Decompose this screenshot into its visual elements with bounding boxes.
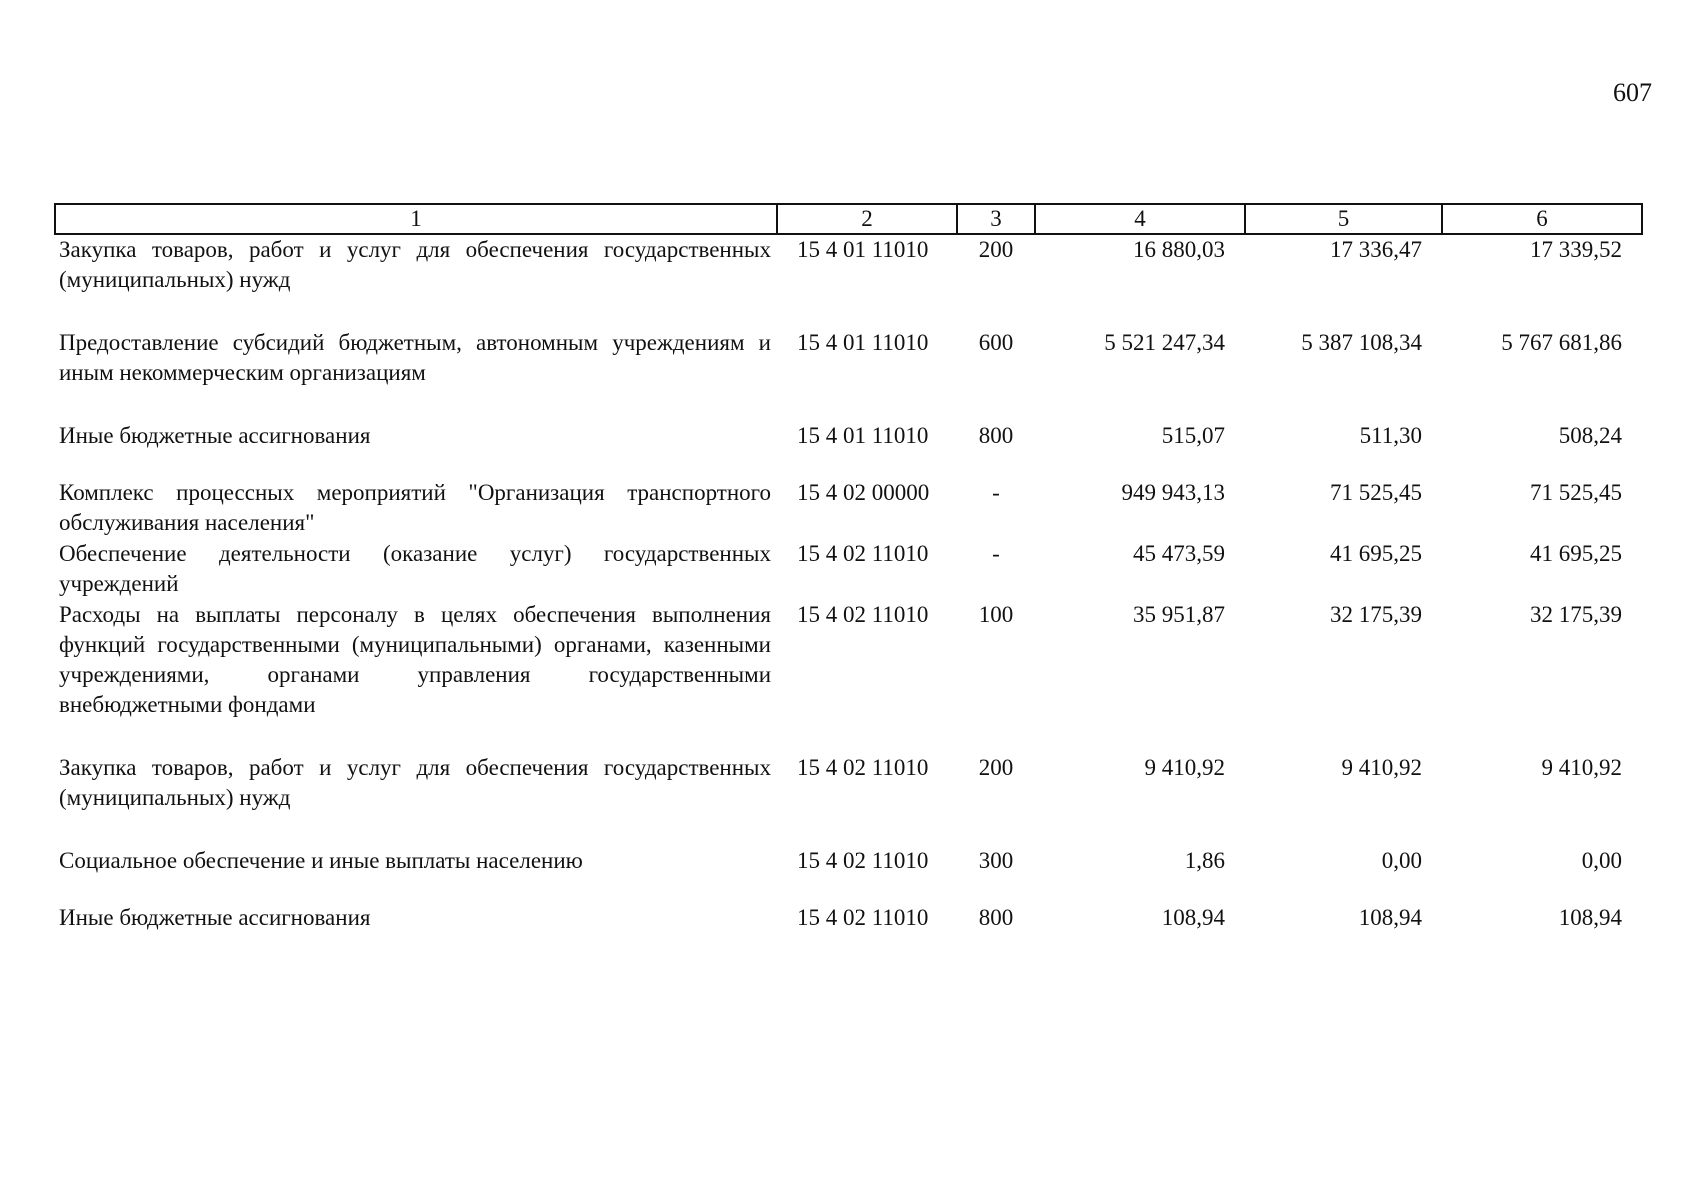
row-value-4: 515,07 [1161, 423, 1225, 448]
table-row [55, 903, 1642, 933]
row-value-6: 0,00 [1581, 848, 1622, 873]
table-row [55, 328, 1642, 421]
row-name: Комплекс процессных мероприятий "Организация транспортного обслуживания населения" [59, 480, 771, 535]
row-code: 15 4 02 00000 [797, 480, 930, 505]
row-value-6: 108,94 [1558, 905, 1622, 930]
column-header-3: 3 [957, 204, 1035, 234]
page-number: 607 [1613, 78, 1652, 107]
row-value-5: 17 336,47 [1330, 237, 1422, 262]
budget-table [54, 203, 1643, 933]
row-value-6: 32 175,39 [1530, 602, 1622, 627]
table-row [55, 539, 1642, 600]
row-code: 15 4 02 11010 [797, 755, 929, 780]
row-code: 15 4 02 11010 [797, 848, 929, 873]
row-value-4: 35 951,87 [1133, 602, 1225, 627]
row-value-4: 1,86 [1184, 848, 1225, 873]
table-row [55, 478, 1642, 539]
row-value-5: 9 410,92 [1341, 755, 1422, 780]
row-value-6: 71 525,45 [1530, 480, 1622, 505]
row-type: 200 [978, 237, 1014, 262]
row-type: 800 [978, 905, 1014, 930]
row-type: - [992, 480, 1000, 505]
table-row [55, 234, 1642, 328]
column-header-2: 2 [777, 204, 957, 234]
row-value-5: 511,30 [1359, 423, 1422, 448]
row-value-6: 5 767 681,86 [1501, 330, 1622, 355]
row-value-4: 9 410,92 [1144, 755, 1225, 780]
row-name: Социальное обеспечение и иные выплаты населению [59, 848, 583, 873]
row-type: 600 [978, 330, 1014, 355]
row-value-5: 108,94 [1358, 905, 1422, 930]
row-value-5: 41 695,25 [1330, 541, 1422, 566]
row-value-5: 5 387 108,34 [1301, 330, 1422, 355]
table-row [55, 846, 1642, 903]
row-value-4: 16 880,03 [1133, 237, 1225, 262]
row-name: Закупка товаров, работ и услуг для обеспечения государственных (муниципальных) нужд [59, 755, 771, 810]
row-name: Обеспечение деятельности (оказание услуг) государственных учреждений [59, 541, 771, 596]
row-name: Иные бюджетные ассигнования [59, 905, 371, 930]
row-code: 15 4 01 11010 [797, 237, 929, 262]
row-name: Закупка товаров, работ и услуг для обеспечения государственных (муниципальных) нужд [59, 237, 771, 292]
table-row [55, 600, 1642, 753]
row-value-5: 32 175,39 [1330, 602, 1422, 627]
row-value-5: 71 525,45 [1330, 480, 1422, 505]
row-type: 300 [978, 848, 1014, 873]
row-value-6: 41 695,25 [1530, 541, 1622, 566]
row-type: 100 [978, 602, 1014, 627]
column-header-6: 6 [1442, 204, 1642, 234]
row-code: 15 4 02 11010 [797, 541, 929, 566]
row-value-4: 5 521 247,34 [1104, 330, 1225, 355]
row-code: 15 4 01 11010 [797, 423, 929, 448]
column-header-4: 4 [1035, 204, 1245, 234]
row-value-4: 108,94 [1161, 905, 1225, 930]
row-type: 800 [978, 423, 1014, 448]
column-header-5: 5 [1245, 204, 1442, 234]
row-type: - [992, 541, 1000, 566]
row-value-6: 17 339,52 [1530, 237, 1622, 262]
header-row [55, 204, 1642, 234]
table-row [55, 753, 1642, 846]
row-code: 15 4 02 11010 [797, 905, 929, 930]
column-header-1: 1 [55, 204, 777, 234]
row-name: Расходы на выплаты персоналу в целях обеспечения выполнения функций государственными (муниципальными) органами, казенными учреждениями, органами управления государственными внебюджетными фондами [59, 602, 771, 717]
row-value-4: 949 943,13 [1121, 480, 1225, 505]
row-code: 15 4 02 11010 [797, 602, 929, 627]
row-code: 15 4 01 11010 [797, 330, 929, 355]
row-value-4: 45 473,59 [1133, 541, 1225, 566]
row-value-5: 0,00 [1381, 848, 1422, 873]
row-type: 200 [978, 755, 1014, 780]
table-row [55, 421, 1642, 478]
row-value-6: 508,24 [1558, 423, 1622, 448]
row-name: Иные бюджетные ассигнования [59, 423, 371, 448]
row-value-6: 9 410,92 [1541, 755, 1622, 780]
row-name: Предоставление субсидий бюджетным, автономным учреждениям и иным некоммерческим организациям [59, 330, 771, 385]
